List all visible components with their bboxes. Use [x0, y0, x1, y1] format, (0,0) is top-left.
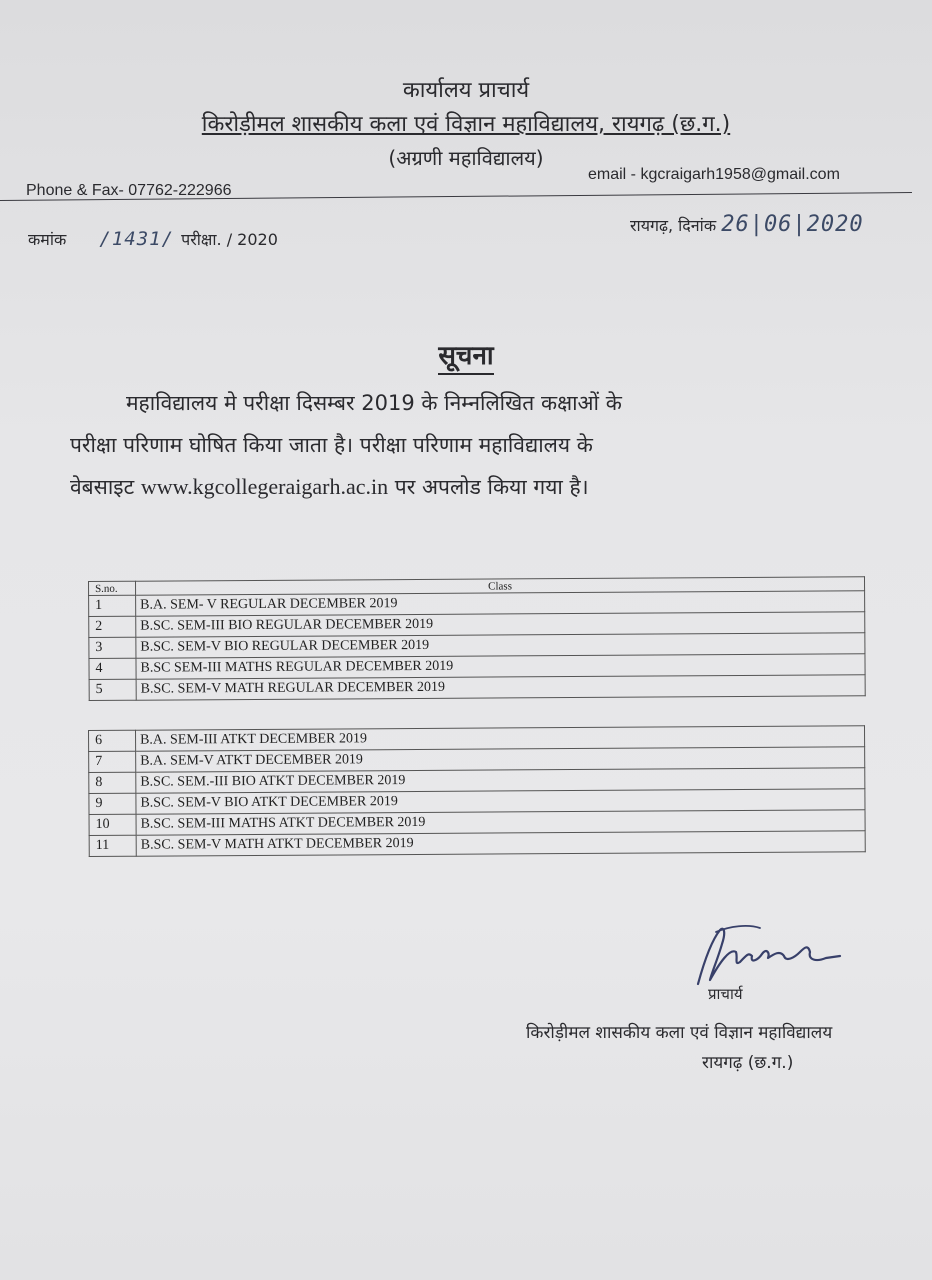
row-sno: 1: [89, 595, 136, 616]
notice-line-3-post: पर अपलोड किया गया है।: [394, 475, 589, 499]
phone-fax: Phone & Fax- 07762-222966: [26, 182, 232, 199]
header-class: Class: [136, 577, 865, 595]
row-sno: 10: [89, 814, 136, 835]
website-url[interactable]: www.kgcollegeraigarh.ac.in: [140, 474, 389, 499]
signatory-role: प्राचार्य: [708, 985, 743, 1003]
results-table-regular: [88, 576, 866, 701]
row-class: B.A. SEM-III ATKT DECEMBER 2019: [136, 726, 865, 751]
row-sno: 3: [89, 637, 136, 658]
signatory-city: रायगढ़ (छ.ग.): [702, 1053, 794, 1073]
row-sno: 5: [89, 679, 136, 700]
notice-line-3-pre: वेबसाइट: [70, 475, 135, 499]
row-sno: 11: [89, 835, 136, 856]
row-class: B.SC. SEM.-III BIO ATKT DECEMBER 2019: [136, 768, 865, 793]
row-sno: 4: [89, 658, 136, 679]
table-row: [89, 675, 865, 701]
row-class: B.A. SEM- V REGULAR DECEMBER 2019: [136, 591, 865, 616]
row-sno: 2: [89, 616, 136, 637]
row-sno: 8: [89, 772, 136, 793]
reference-suffix: परीक्षा. / 2020: [181, 230, 278, 249]
signatory-organization: किरोड़ीमल शासकीय कला एवं विज्ञान महाविद्यालय: [526, 1023, 833, 1043]
reference-label: कमांक: [28, 230, 67, 249]
row-class: B.SC. SEM-V BIO REGULAR DECEMBER 2019: [136, 633, 865, 658]
date-label: रायगढ़, दिनांक: [630, 216, 717, 235]
reference-number: [28, 228, 278, 250]
date-line: [630, 212, 864, 237]
date-handwritten-value: 26|06|2020: [721, 212, 864, 237]
row-sno: 6: [89, 730, 136, 751]
row-class: B.SC. SEM-V BIO ATKT DECEMBER 2019: [136, 789, 865, 814]
row-class: B.SC. SEM-V MATH REGULAR DECEMBER 2019: [136, 675, 865, 700]
office-heading: कार्यालय प्राचार्य: [402, 78, 530, 103]
header-sno: S.no.: [89, 581, 136, 595]
notice-line-3: [70, 466, 850, 508]
notice-title: [0, 336, 932, 372]
results-table-atkt: [88, 725, 866, 857]
college-subtitle: (अग्रणी महाविद्यालय): [388, 146, 544, 170]
row-class: B.SC. SEM-V MATH ATKT DECEMBER 2019: [136, 831, 865, 856]
row-class: B.SC. SEM-III BIO REGULAR DECEMBER 2019: [136, 612, 865, 637]
row-class: B.SC. SEM-III MATHS ATKT DECEMBER 2019: [136, 810, 865, 835]
notice-title-text: सूचना: [438, 341, 493, 375]
email-address: email - kgcraigarh1958@gmail.com: [588, 166, 840, 183]
row-sno: 9: [89, 793, 136, 814]
principal-signature: [690, 922, 860, 992]
row-class: B.A. SEM-V ATKT DECEMBER 2019: [136, 747, 865, 772]
row-class: B.SC SEM-III MATHS REGULAR DECEMBER 2019: [136, 654, 865, 679]
notice-body: [70, 382, 850, 508]
row-sno: 7: [89, 751, 136, 772]
college-name: किरोड़ीमल शासकीय कला एवं विज्ञान महाविद्यालय, रायगढ़ (छ.ग.): [201, 112, 731, 137]
notice-line-1: महाविद्यालय मे परीक्षा दिसम्बर 2019 के निम्नलिखित कक्षाओं के: [126, 391, 622, 415]
table-row: [89, 831, 865, 857]
reference-handwritten-number: /1431/: [99, 228, 175, 250]
notice-line-2: परीक्षा परिणाम घोषित किया जाता है। परीक्षा परिणाम महाविद्यालय के: [70, 433, 593, 457]
